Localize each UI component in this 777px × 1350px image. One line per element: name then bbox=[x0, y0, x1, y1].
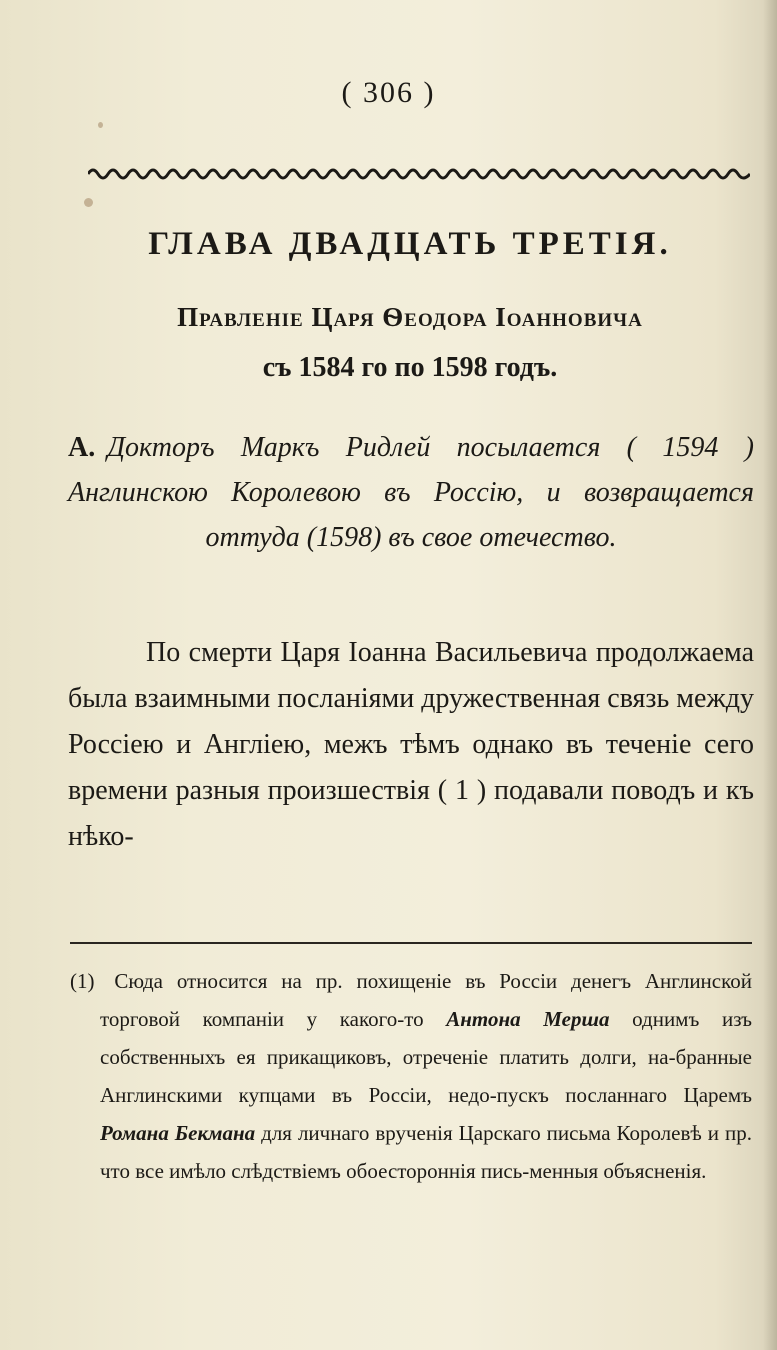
chapter-summary bbox=[68, 425, 754, 560]
footnote-text: Сюда относится на пр. похищеніе въ Россіи денегъ Англинской торговой компаніи у какого-то bbox=[100, 969, 752, 1031]
reign-years: съ 1584 го по 1598 годъ. bbox=[262, 352, 558, 383]
footnote-text: однимъ изъ собственныхъ ея прикащиковъ, отреченіе платить долги, на-бранные Англинскими купцами въ Россіи, недо-пускъ посланнаго Царемъ bbox=[100, 1007, 752, 1107]
ornamental-rule bbox=[88, 164, 750, 184]
chapter-title: ГЛАВА ДВАДЦАТЬ ТРЕТІЯ. bbox=[148, 226, 672, 262]
summary-text: Докторъ Маркъ Ридлей посылается ( 1594 ) Англинскою Королевою въ Россію, и возвращается оттуда (1598) въ свое отечество. bbox=[68, 432, 754, 553]
footnote-name: Романа Бекмана bbox=[100, 1121, 256, 1145]
footnote-marker: (1) bbox=[70, 969, 95, 993]
footnote-divider bbox=[70, 942, 752, 944]
page-edge-shadow bbox=[763, 0, 777, 1350]
summary-marker: А. bbox=[68, 432, 96, 463]
paper-stain bbox=[84, 198, 93, 207]
paper-stain bbox=[98, 122, 103, 128]
reign-title: Правленіе Царя Ѳеодора Іоанновича bbox=[177, 302, 643, 332]
body-paragraph: По смерти Царя Іоанна Васильевича продолжаема была взаимными посланіями дружественная связь между Россіею и Англіею, межъ тѣмъ однако въ теченіе сего времени разныя произшествія ( 1 ) подавали поводъ и къ нѣко- bbox=[68, 637, 754, 852]
footnote-name: Антона Мерша bbox=[446, 1007, 610, 1031]
footnote bbox=[70, 962, 752, 1190]
page-number: ( 306 ) bbox=[341, 76, 436, 109]
footnote-text: для личнаго врученія Царскаго письма Королевѣ и пр. что все имѣло слѣдствіемъ обоестороннія пись-менныя объясненія. bbox=[100, 1121, 752, 1183]
